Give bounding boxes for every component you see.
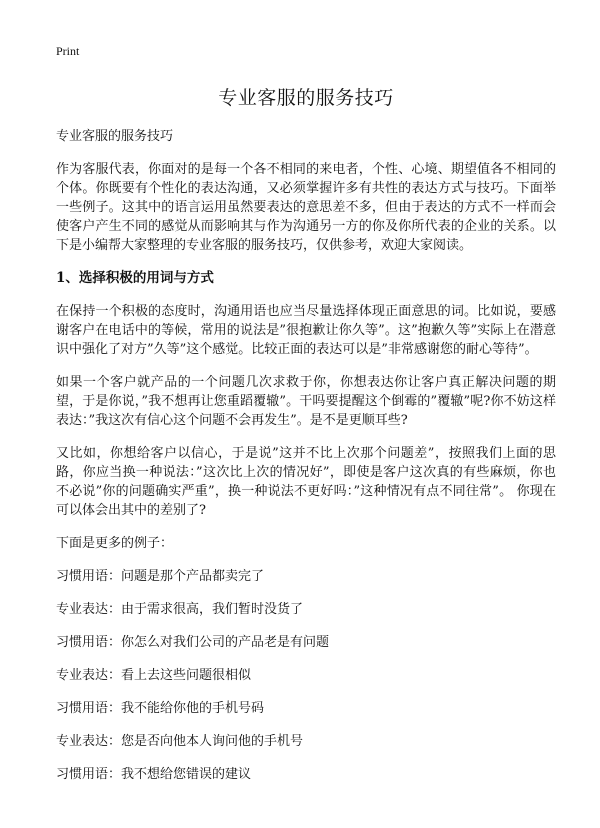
document-subtitle: 专业客服的服务技巧 bbox=[56, 129, 174, 144]
example-list bbox=[56, 567, 556, 784]
document-title: 专业客服的服务技巧 bbox=[218, 87, 394, 109]
example-item: 习惯用语：问题是那个产品都卖完了 bbox=[56, 569, 265, 584]
example-item: 专业表达：由于需求很高，我们暂时没货了 bbox=[56, 602, 304, 617]
example-item: 习惯用语：你怎么对我们公司的产品老是有问题 bbox=[56, 635, 330, 650]
document-page bbox=[56, 44, 556, 798]
example-item: 专业表达：您是否向他本人询问他的手机号 bbox=[56, 734, 304, 749]
intro-paragraph: 作为客服代表，你面对的是每一个各不相同的来电者，个性、心境、期望值各不相同的个体。你既要有个性化的表达沟通，又必须掌握许多有共性的表达方式与技巧。下面举一些例子。这其中的语言运用虽然要表达的意思差不多，但由于表达的方式不一样而会使客户产生不同的感觉从而影响其与作为沟通另一方的你及你所代表的企业的关系。以下是小编帮大家整理的专业客服的服务技巧，仅供参考，欢迎大家阅读。 bbox=[56, 162, 556, 253]
example-item: 习惯用语：我不能给你他的手机号码 bbox=[56, 701, 265, 716]
example-item: 习惯用语：我不想给您错误的建议 bbox=[56, 767, 252, 782]
section-paragraph: 下面是更多的例子： bbox=[56, 536, 174, 551]
section-paragraph: 又比如，你想给客户以信心，于是说”这并不比上次那个问题差”，按照我们上面的思路，你应当换一种说法：”这次比上次的情况好”，即使是客户这次真的有些麻烦，你也不必说”你的问题确实严重”，换一种说法不更好吗：”这种情况有点不同往常”。 你现在可以体会出其中的差别了? bbox=[56, 446, 556, 518]
section-paragraph: 在保持一个积极的态度时，沟通用语也应当尽量选择体现正面意思的词。比如说，要感谢客户在电话中的等候，常用的说法是”很抱歉让你久等”。这”抱歉久等”实际上在潜意识中强化了对方”久等”这个感觉。比较正面的表达可以是”非常感谢您的耐心等待”。 bbox=[56, 304, 556, 357]
print-label: Print bbox=[56, 44, 80, 58]
section-heading: 1、选择积极的用词与方式 bbox=[56, 270, 214, 286]
section-paragraph: 如果一个客户就产品的一个问题几次求救于你，你想表达你让客户真正解决问题的期望，于是你说，”我不想再让您重蹈覆辙”。干吗要提醒这个倒霉的”覆辙”呢?你不妨这样表达：”我这次有信心这个问题不会再发生”。是不是更顺耳些? bbox=[56, 375, 556, 428]
example-item: 专业表达：看上去这些问题很相似 bbox=[56, 668, 252, 683]
